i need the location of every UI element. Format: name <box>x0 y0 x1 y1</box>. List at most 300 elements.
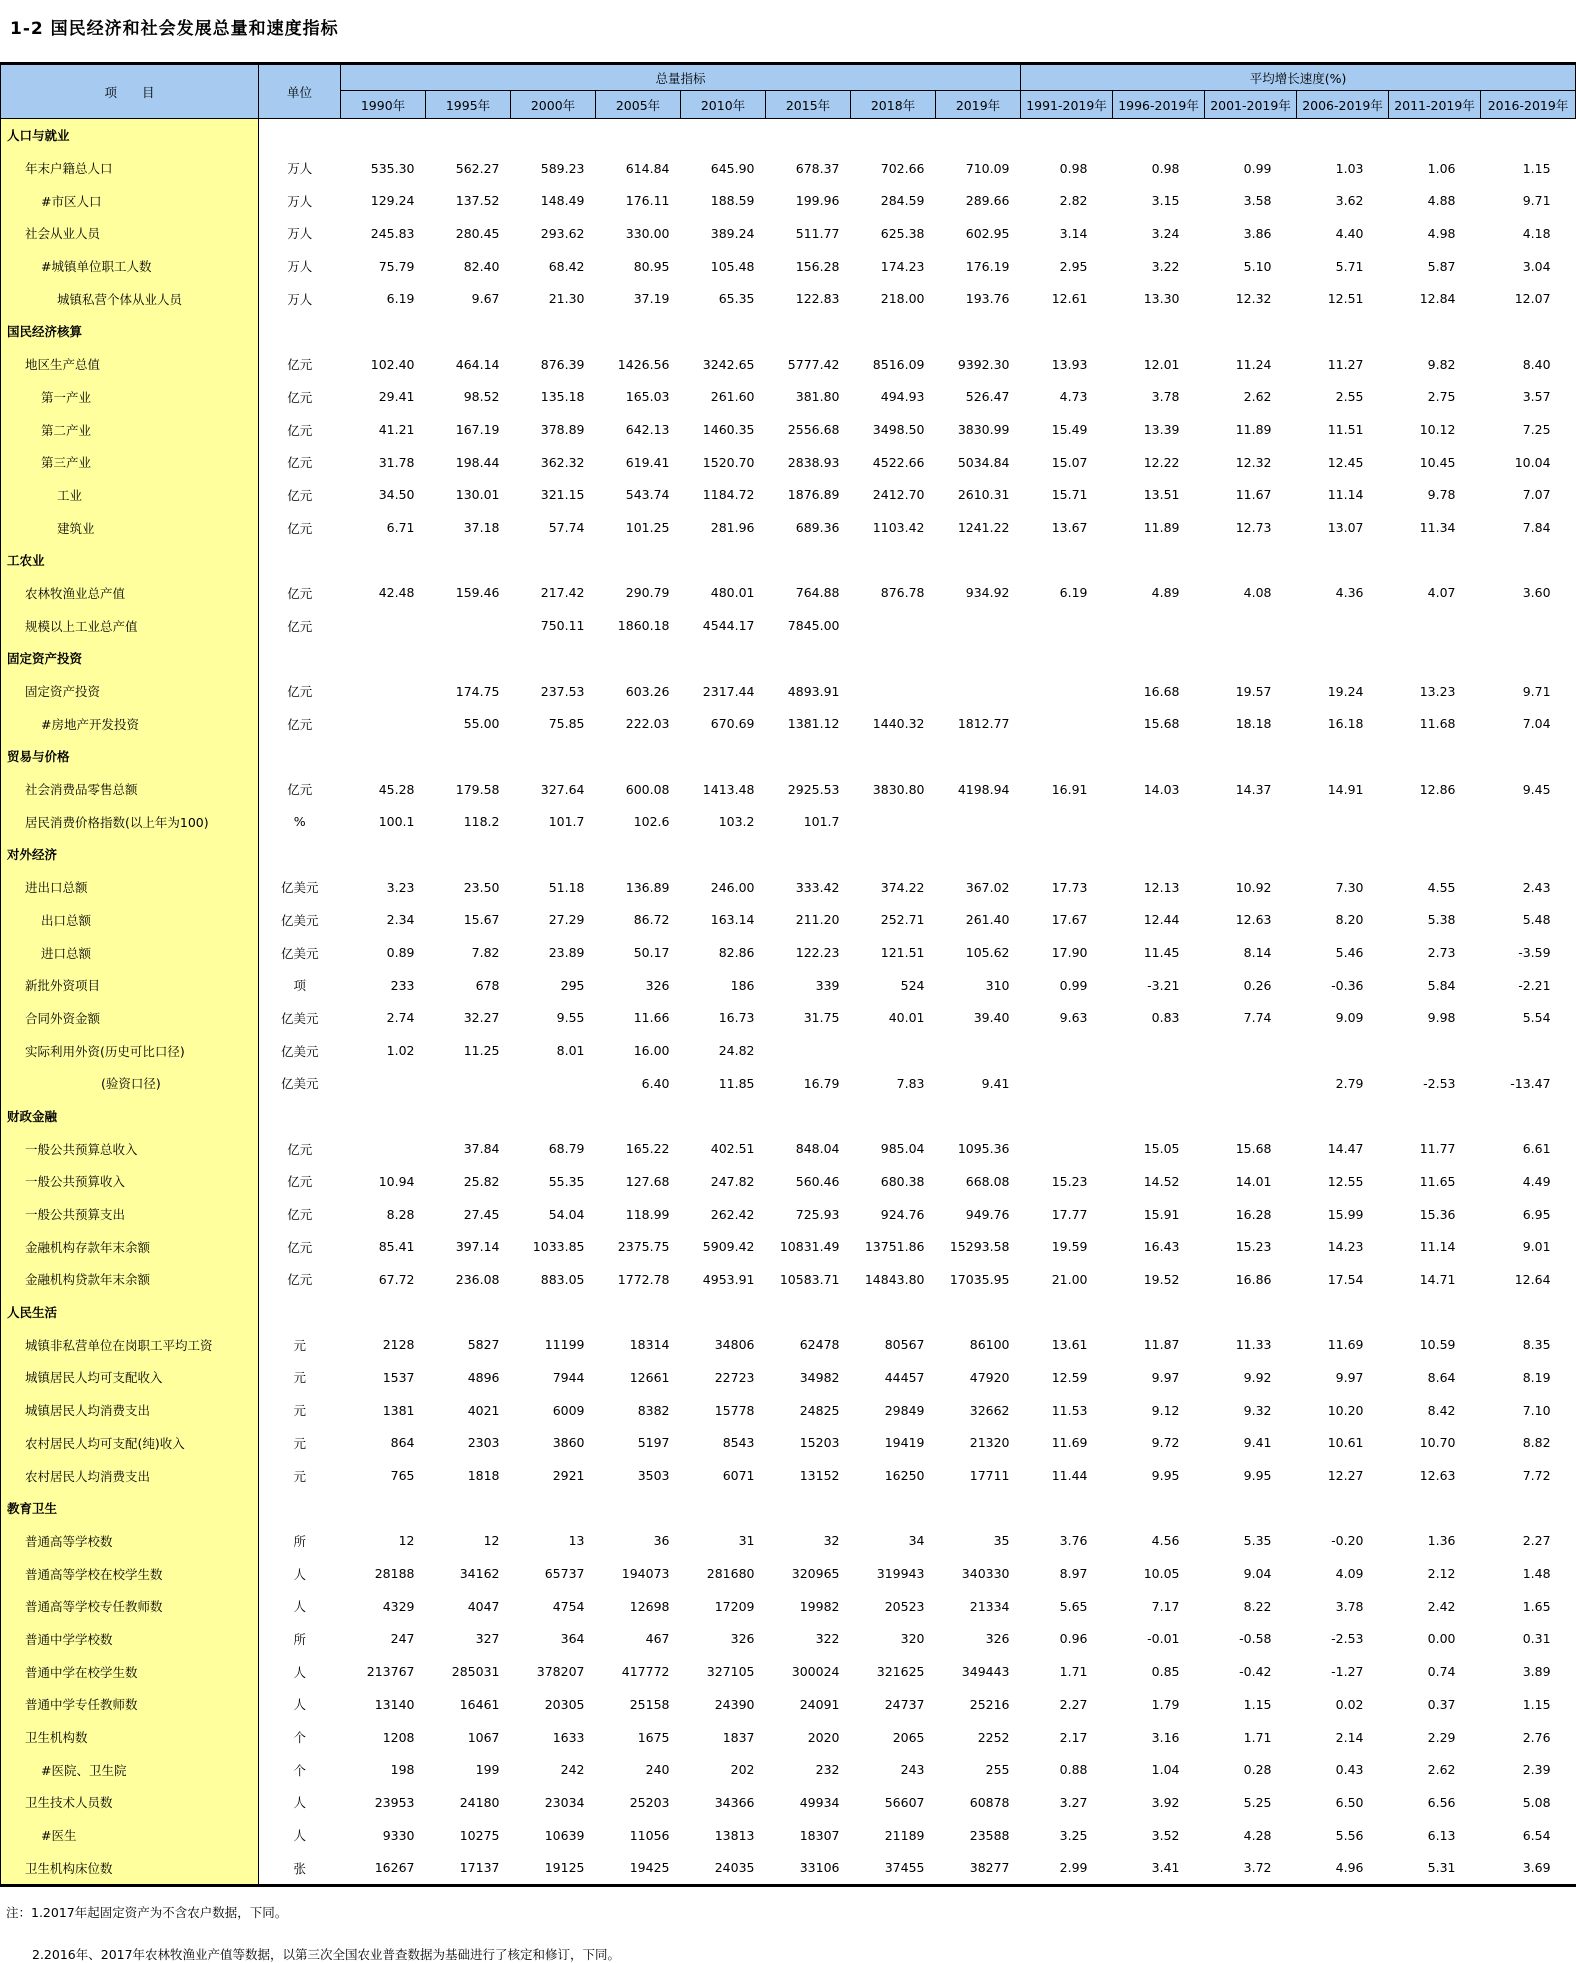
growth-cell: 8.14 <box>1243 945 1272 961</box>
value-cell: 82.40 <box>463 258 500 274</box>
unit-cell: 个 <box>293 1762 306 1778</box>
growth-cell: 12.32 <box>1235 454 1272 470</box>
growth-cell: 8.19 <box>1522 1369 1551 1385</box>
growth-cell: 4.89 <box>1151 585 1180 601</box>
growth-cell: 1.71 <box>1059 1664 1088 1680</box>
row-label: 卫生机构数 <box>1 1721 259 1754</box>
unit-cell <box>259 1296 341 1329</box>
growth-cell: 5.35 <box>1243 1533 1272 1549</box>
growth-cell: 11.24 <box>1235 356 1272 372</box>
value-cell: 23034 <box>544 1794 585 1810</box>
value-cell <box>936 609 1021 642</box>
growth-cell <box>1021 544 1113 577</box>
growth-cell: 8.35 <box>1522 1337 1551 1353</box>
unit-cell: 亿元 <box>287 716 313 732</box>
growth-cell: 2.73 <box>1427 945 1456 961</box>
growth-group-header: 平均增长速度(%) <box>1021 64 1576 91</box>
growth-cell: 12.63 <box>1419 1468 1456 1484</box>
value-cell: 243 <box>900 1762 925 1778</box>
growth-cell: 15.23 <box>1051 1173 1088 1189</box>
value-cell: 326 <box>645 977 670 993</box>
value-cell: 8.01 <box>556 1043 585 1059</box>
section-label: 人口与就业 <box>1 119 259 152</box>
growth-cell: -2.21 <box>1518 977 1551 993</box>
value-cell: 2925.53 <box>787 781 840 797</box>
value-cell: 589.23 <box>540 160 585 176</box>
value-cell: 9330 <box>382 1827 415 1843</box>
growth-cell: 9.72 <box>1151 1435 1180 1451</box>
growth-cell: 2.43 <box>1522 879 1551 895</box>
value-cell: 8382 <box>637 1402 670 1418</box>
growth-cell: 14.37 <box>1235 781 1272 797</box>
value-cell: 378.89 <box>540 422 585 438</box>
table-row <box>1 1688 1576 1721</box>
section-label: 对外经济 <box>1 838 259 871</box>
row-label: 年末户籍总人口 <box>1 152 259 185</box>
year-column-header: 2000年 <box>511 91 596 119</box>
table-row <box>1 1002 1576 1035</box>
value-cell: 193.76 <box>965 291 1010 307</box>
value-cell: 2610.31 <box>957 487 1010 503</box>
value-cell: 12661 <box>629 1369 670 1385</box>
value-cell: 47920 <box>969 1369 1010 1385</box>
value-cell: 67.72 <box>378 1271 415 1287</box>
growth-cell: 3.27 <box>1059 1794 1088 1810</box>
value-cell <box>766 1296 851 1329</box>
value-cell <box>341 315 426 348</box>
value-cell: 129.24 <box>370 193 415 209</box>
value-cell: 4047 <box>467 1598 500 1614</box>
growth-cell <box>1297 315 1389 348</box>
growth-cell: 2.99 <box>1059 1860 1088 1876</box>
value-cell <box>766 1100 851 1133</box>
value-cell: 327.64 <box>540 781 585 797</box>
growth-cell: 9.41 <box>1243 1435 1272 1451</box>
value-cell: 32 <box>823 1533 840 1549</box>
growth-column-header: 2001-2019年 <box>1205 91 1297 119</box>
value-cell: 6009 <box>552 1402 585 1418</box>
growth-cell: 7.84 <box>1522 520 1551 536</box>
growth-cell: 14.47 <box>1327 1141 1364 1157</box>
growth-cell: 0.99 <box>1059 977 1088 993</box>
value-cell: 2412.70 <box>872 487 925 503</box>
value-cell: 163.14 <box>710 912 755 928</box>
value-cell: 49934 <box>799 1794 840 1810</box>
value-cell: 202 <box>730 1762 755 1778</box>
value-cell: 8516.09 <box>872 356 925 372</box>
growth-cell: 17.73 <box>1051 879 1088 895</box>
value-cell: 34.50 <box>378 487 415 503</box>
unit-cell: 亿元 <box>287 1174 313 1190</box>
value-cell: 15293.58 <box>949 1239 1010 1255</box>
unit-cell: 人 <box>293 1599 306 1615</box>
value-cell: 25203 <box>629 1794 670 1810</box>
value-cell <box>766 838 851 871</box>
table-row <box>1 1525 1576 1558</box>
value-cell <box>681 642 766 675</box>
value-cell: 122.83 <box>795 291 840 307</box>
value-cell <box>596 315 681 348</box>
unit-cell: 亿元 <box>287 357 313 373</box>
value-cell <box>851 675 936 708</box>
growth-cell: 16.68 <box>1143 683 1180 699</box>
growth-cell <box>1297 119 1389 152</box>
value-cell: 848.04 <box>795 1141 840 1157</box>
value-cell: 36 <box>653 1533 670 1549</box>
growth-cell: 8.42 <box>1427 1402 1456 1418</box>
unit-cell: 亿美元 <box>280 1043 319 1059</box>
table-row <box>1 1328 1576 1361</box>
growth-cell: 12.22 <box>1143 454 1180 470</box>
value-cell: 668.08 <box>965 1173 1010 1189</box>
value-cell: 326 <box>730 1631 755 1647</box>
value-cell: 55.35 <box>548 1173 585 1189</box>
value-cell <box>511 642 596 675</box>
value-cell: 16.79 <box>803 1075 840 1091</box>
value-cell: 1675 <box>637 1729 670 1745</box>
growth-cell: 2.14 <box>1335 1729 1364 1745</box>
unit-cell: 人 <box>293 1795 306 1811</box>
table-header <box>1 64 1576 119</box>
value-cell: 2128 <box>382 1337 415 1353</box>
value-cell: 3830.99 <box>957 422 1010 438</box>
growth-cell <box>1481 642 1576 675</box>
value-cell: 23953 <box>374 1794 415 1810</box>
growth-cell: 9.97 <box>1151 1369 1180 1385</box>
growth-cell: 4.18 <box>1522 225 1551 241</box>
unit-cell: 亿美元 <box>280 1076 319 1092</box>
value-cell: 68.42 <box>548 258 585 274</box>
value-cell <box>426 1296 511 1329</box>
value-cell <box>851 740 936 773</box>
growth-cell: 0.28 <box>1243 1762 1272 1778</box>
value-cell: 136.89 <box>625 879 670 895</box>
value-cell: 37.18 <box>463 520 500 536</box>
value-cell <box>341 1296 426 1329</box>
row-label: 第二产业 <box>1 413 259 446</box>
value-cell: 9392.30 <box>957 356 1010 372</box>
value-cell: 15778 <box>714 1402 755 1418</box>
section-label: 工农业 <box>1 544 259 577</box>
value-cell: 135.18 <box>540 389 585 405</box>
growth-cell: 15.05 <box>1143 1141 1180 1157</box>
value-cell: 186 <box>730 977 755 993</box>
growth-cell <box>1021 315 1113 348</box>
unit-cell <box>259 1492 341 1525</box>
value-cell: 188.59 <box>710 193 755 209</box>
value-cell <box>596 1100 681 1133</box>
growth-cell: 7.17 <box>1151 1598 1180 1614</box>
section-label: 财政金融 <box>1 1100 259 1133</box>
row-label: 合同外资金额 <box>1 1002 259 1035</box>
value-cell <box>851 1100 936 1133</box>
growth-cell: 7.10 <box>1522 1402 1551 1418</box>
value-cell: 284.59 <box>880 193 925 209</box>
value-cell: 2375.75 <box>617 1239 670 1255</box>
growth-cell: 1.15 <box>1522 160 1551 176</box>
growth-cell <box>1205 609 1297 642</box>
value-cell: 102.40 <box>370 356 415 372</box>
value-cell <box>681 544 766 577</box>
table-row <box>1 1786 1576 1819</box>
growth-cell <box>1113 119 1205 152</box>
value-cell: 1241.22 <box>957 520 1010 536</box>
value-cell: 285031 <box>451 1664 500 1680</box>
growth-cell: 2.62 <box>1243 389 1272 405</box>
table-row <box>1 1427 1576 1460</box>
value-cell <box>681 1296 766 1329</box>
section-row <box>1 838 1576 871</box>
growth-cell: 0.98 <box>1151 160 1180 176</box>
value-cell: 118.2 <box>463 814 500 830</box>
growth-cell: 9.32 <box>1243 1402 1272 1418</box>
growth-cell: -0.20 <box>1331 1533 1364 1549</box>
growth-cell: 5.08 <box>1522 1794 1551 1810</box>
growth-cell: 13.61 <box>1051 1337 1088 1353</box>
value-cell <box>851 838 936 871</box>
value-cell: 327105 <box>706 1664 755 1680</box>
value-cell: 137.52 <box>455 193 500 209</box>
row-label: 普通中学学校数 <box>1 1623 259 1656</box>
table-row <box>1 577 1576 610</box>
value-cell: 198.44 <box>455 454 500 470</box>
growth-cell: 11.34 <box>1419 520 1456 536</box>
value-cell <box>851 1492 936 1525</box>
value-cell: 12698 <box>629 1598 670 1614</box>
growth-cell <box>1205 1492 1297 1525</box>
value-cell <box>766 315 851 348</box>
value-cell: 319943 <box>876 1566 925 1582</box>
value-cell: 5909.42 <box>702 1239 755 1255</box>
value-cell: 31.78 <box>378 454 415 470</box>
growth-cell <box>1205 805 1297 838</box>
growth-cell: -0.01 <box>1147 1631 1180 1647</box>
row-label: 普通高等学校专任教师数 <box>1 1590 259 1623</box>
growth-cell: 11.89 <box>1143 520 1180 536</box>
value-cell: 13152 <box>799 1468 840 1484</box>
growth-cell: 10.05 <box>1143 1566 1180 1582</box>
unit-cell: 万人 <box>287 161 313 177</box>
value-cell: 381.80 <box>795 389 840 405</box>
unit-cell: 项 <box>293 978 306 994</box>
value-cell: 702.66 <box>880 160 925 176</box>
growth-cell: 11.89 <box>1235 422 1272 438</box>
growth-cell: 3.72 <box>1243 1860 1272 1876</box>
value-cell: 1103.42 <box>872 520 925 536</box>
value-cell: 20305 <box>544 1696 585 1712</box>
value-cell <box>341 675 426 708</box>
value-cell: 7944 <box>552 1369 585 1385</box>
value-cell <box>341 1067 426 1100</box>
growth-cell: 3.69 <box>1522 1860 1551 1876</box>
value-cell: 4953.91 <box>702 1271 755 1287</box>
row-label: 城镇非私营单位在岗职工平均工资 <box>1 1328 259 1361</box>
growth-cell <box>1113 609 1205 642</box>
value-cell: 322 <box>815 1631 840 1647</box>
value-cell: 511.77 <box>795 225 840 241</box>
growth-cell: 9.95 <box>1151 1468 1180 1484</box>
growth-cell: 6.95 <box>1522 1206 1551 1222</box>
row-label: 农林牧渔业总产值 <box>1 577 259 610</box>
unit-cell <box>259 838 341 871</box>
growth-cell <box>1297 642 1389 675</box>
table-row <box>1 413 1576 446</box>
growth-cell <box>1113 315 1205 348</box>
growth-cell: 3.76 <box>1059 1533 1088 1549</box>
growth-cell: 12.51 <box>1327 291 1364 307</box>
growth-cell: 16.43 <box>1143 1239 1180 1255</box>
growth-cell: 2.75 <box>1427 389 1456 405</box>
value-cell: 10.94 <box>378 1173 415 1189</box>
value-cell: 33106 <box>799 1860 840 1876</box>
footnote-1: 注：1.2017年起固定资产为不含农户数据，下同。 <box>6 1905 288 1921</box>
section-row <box>1 315 1576 348</box>
unit-cell <box>259 544 341 577</box>
value-cell: 16.00 <box>633 1043 670 1059</box>
growth-cell: 3.89 <box>1522 1664 1551 1680</box>
table-row <box>1 217 1576 250</box>
row-label: 普通高等学校数 <box>1 1525 259 1558</box>
value-cell: 236.08 <box>455 1271 500 1287</box>
growth-cell: 6.54 <box>1522 1827 1551 1843</box>
growth-cell: 15.36 <box>1419 1206 1456 1222</box>
growth-cell <box>1205 1296 1297 1329</box>
value-cell: 34 <box>908 1533 925 1549</box>
growth-cell: 2.95 <box>1059 258 1088 274</box>
growth-cell: 19.24 <box>1327 683 1364 699</box>
unit-cell: 亿元 <box>287 585 313 601</box>
growth-cell: 11.67 <box>1235 487 1272 503</box>
value-cell: 165.22 <box>625 1141 670 1157</box>
value-cell: 40.01 <box>888 1010 925 1026</box>
value-cell: 642.13 <box>625 422 670 438</box>
growth-column-header: 2006-2019年 <box>1297 91 1389 119</box>
value-cell <box>511 838 596 871</box>
growth-cell: 4.73 <box>1059 389 1088 405</box>
value-cell <box>426 1100 511 1133</box>
year-column-header: 1995年 <box>426 91 511 119</box>
table-row <box>1 348 1576 381</box>
growth-cell: 0.85 <box>1151 1664 1180 1680</box>
growth-cell: 13.23 <box>1419 683 1456 699</box>
growth-cell: 3.57 <box>1522 389 1551 405</box>
table-row <box>1 871 1576 904</box>
value-cell: 11.85 <box>718 1075 755 1091</box>
value-cell <box>766 1034 851 1067</box>
value-cell: 23.50 <box>463 879 500 895</box>
value-cell: 60878 <box>969 1794 1010 1810</box>
value-cell: 240 <box>645 1762 670 1778</box>
value-cell <box>766 544 851 577</box>
value-cell: 934.92 <box>965 585 1010 601</box>
value-cell: 37.19 <box>633 291 670 307</box>
row-label: 农村居民人均消费支出 <box>1 1459 259 1492</box>
value-cell: 320 <box>900 1631 925 1647</box>
growth-cell: 9.95 <box>1243 1468 1272 1484</box>
growth-cell: 6.13 <box>1427 1827 1456 1843</box>
growth-cell: 11.69 <box>1051 1435 1088 1451</box>
value-cell: 22723 <box>714 1369 755 1385</box>
growth-cell <box>1297 1034 1389 1067</box>
value-cell: 16250 <box>884 1468 925 1484</box>
row-label: 进口总额 <box>1 936 259 969</box>
value-cell <box>511 1067 596 1100</box>
value-cell: 98.52 <box>463 389 500 405</box>
growth-cell: 8.64 <box>1427 1369 1456 1385</box>
growth-cell <box>1205 315 1297 348</box>
growth-cell <box>1297 1492 1389 1525</box>
table-row <box>1 1034 1576 1067</box>
growth-column-header: 1991-2019年 <box>1021 91 1113 119</box>
growth-cell <box>1113 1034 1205 1067</box>
growth-cell: 1.03 <box>1335 160 1364 176</box>
growth-cell <box>1113 1296 1205 1329</box>
year-column-header: 2019年 <box>936 91 1021 119</box>
growth-cell: 11.44 <box>1051 1468 1088 1484</box>
unit-cell: 亿元 <box>287 618 313 634</box>
unit-cell: 人 <box>293 1566 306 1582</box>
growth-cell: -0.42 <box>1239 1664 1272 1680</box>
growth-cell: 14.52 <box>1143 1173 1180 1189</box>
value-cell: 4522.66 <box>872 454 925 470</box>
growth-cell <box>1113 838 1205 871</box>
growth-cell: 9.12 <box>1151 1402 1180 1418</box>
value-cell <box>936 119 1021 152</box>
value-cell: 1837 <box>722 1729 755 1745</box>
growth-cell: 15.71 <box>1051 487 1088 503</box>
table-row <box>1 381 1576 414</box>
growth-cell: 2.42 <box>1427 1598 1456 1614</box>
value-cell: 255 <box>985 1762 1010 1778</box>
value-cell: 280.45 <box>455 225 500 241</box>
value-cell: 1381.12 <box>787 716 840 732</box>
section-label: 固定资产投资 <box>1 642 259 675</box>
growth-cell: 9.63 <box>1059 1010 1088 1026</box>
value-cell: 24737 <box>884 1696 925 1712</box>
value-cell <box>936 1034 1021 1067</box>
growth-cell: 3.92 <box>1151 1794 1180 1810</box>
growth-cell: 12.63 <box>1235 912 1272 928</box>
value-cell: 1208 <box>382 1729 415 1745</box>
growth-cell <box>1205 544 1297 577</box>
value-cell: 5777.42 <box>787 356 840 372</box>
growth-cell: 15.99 <box>1327 1206 1364 1222</box>
growth-cell: 5.48 <box>1522 912 1551 928</box>
value-cell <box>936 740 1021 773</box>
value-cell: 13813 <box>714 1827 755 1843</box>
growth-cell <box>1389 642 1481 675</box>
value-cell: 378207 <box>536 1664 585 1680</box>
value-cell <box>596 642 681 675</box>
value-cell: 2065 <box>892 1729 925 1745</box>
unit-cell: 亿元 <box>287 1239 313 1255</box>
value-cell: 18307 <box>799 1827 840 1843</box>
row-label: 规模以上工业总产值 <box>1 609 259 642</box>
growth-cell: 2.12 <box>1427 1566 1456 1582</box>
unit-cell: 人 <box>293 1697 306 1713</box>
value-cell: 3.23 <box>386 879 415 895</box>
growth-cell: 10.20 <box>1327 1402 1364 1418</box>
growth-cell: -0.58 <box>1239 1631 1272 1647</box>
growth-cell: -13.47 <box>1510 1075 1551 1091</box>
value-cell: 1033.85 <box>532 1239 585 1255</box>
unit-cell: 亿元 <box>287 520 313 536</box>
value-cell: 38277 <box>969 1860 1010 1876</box>
value-cell <box>936 838 1021 871</box>
row-label: 卫生技术人员数 <box>1 1786 259 1819</box>
section-row <box>1 642 1576 675</box>
value-cell: 34806 <box>714 1337 755 1353</box>
